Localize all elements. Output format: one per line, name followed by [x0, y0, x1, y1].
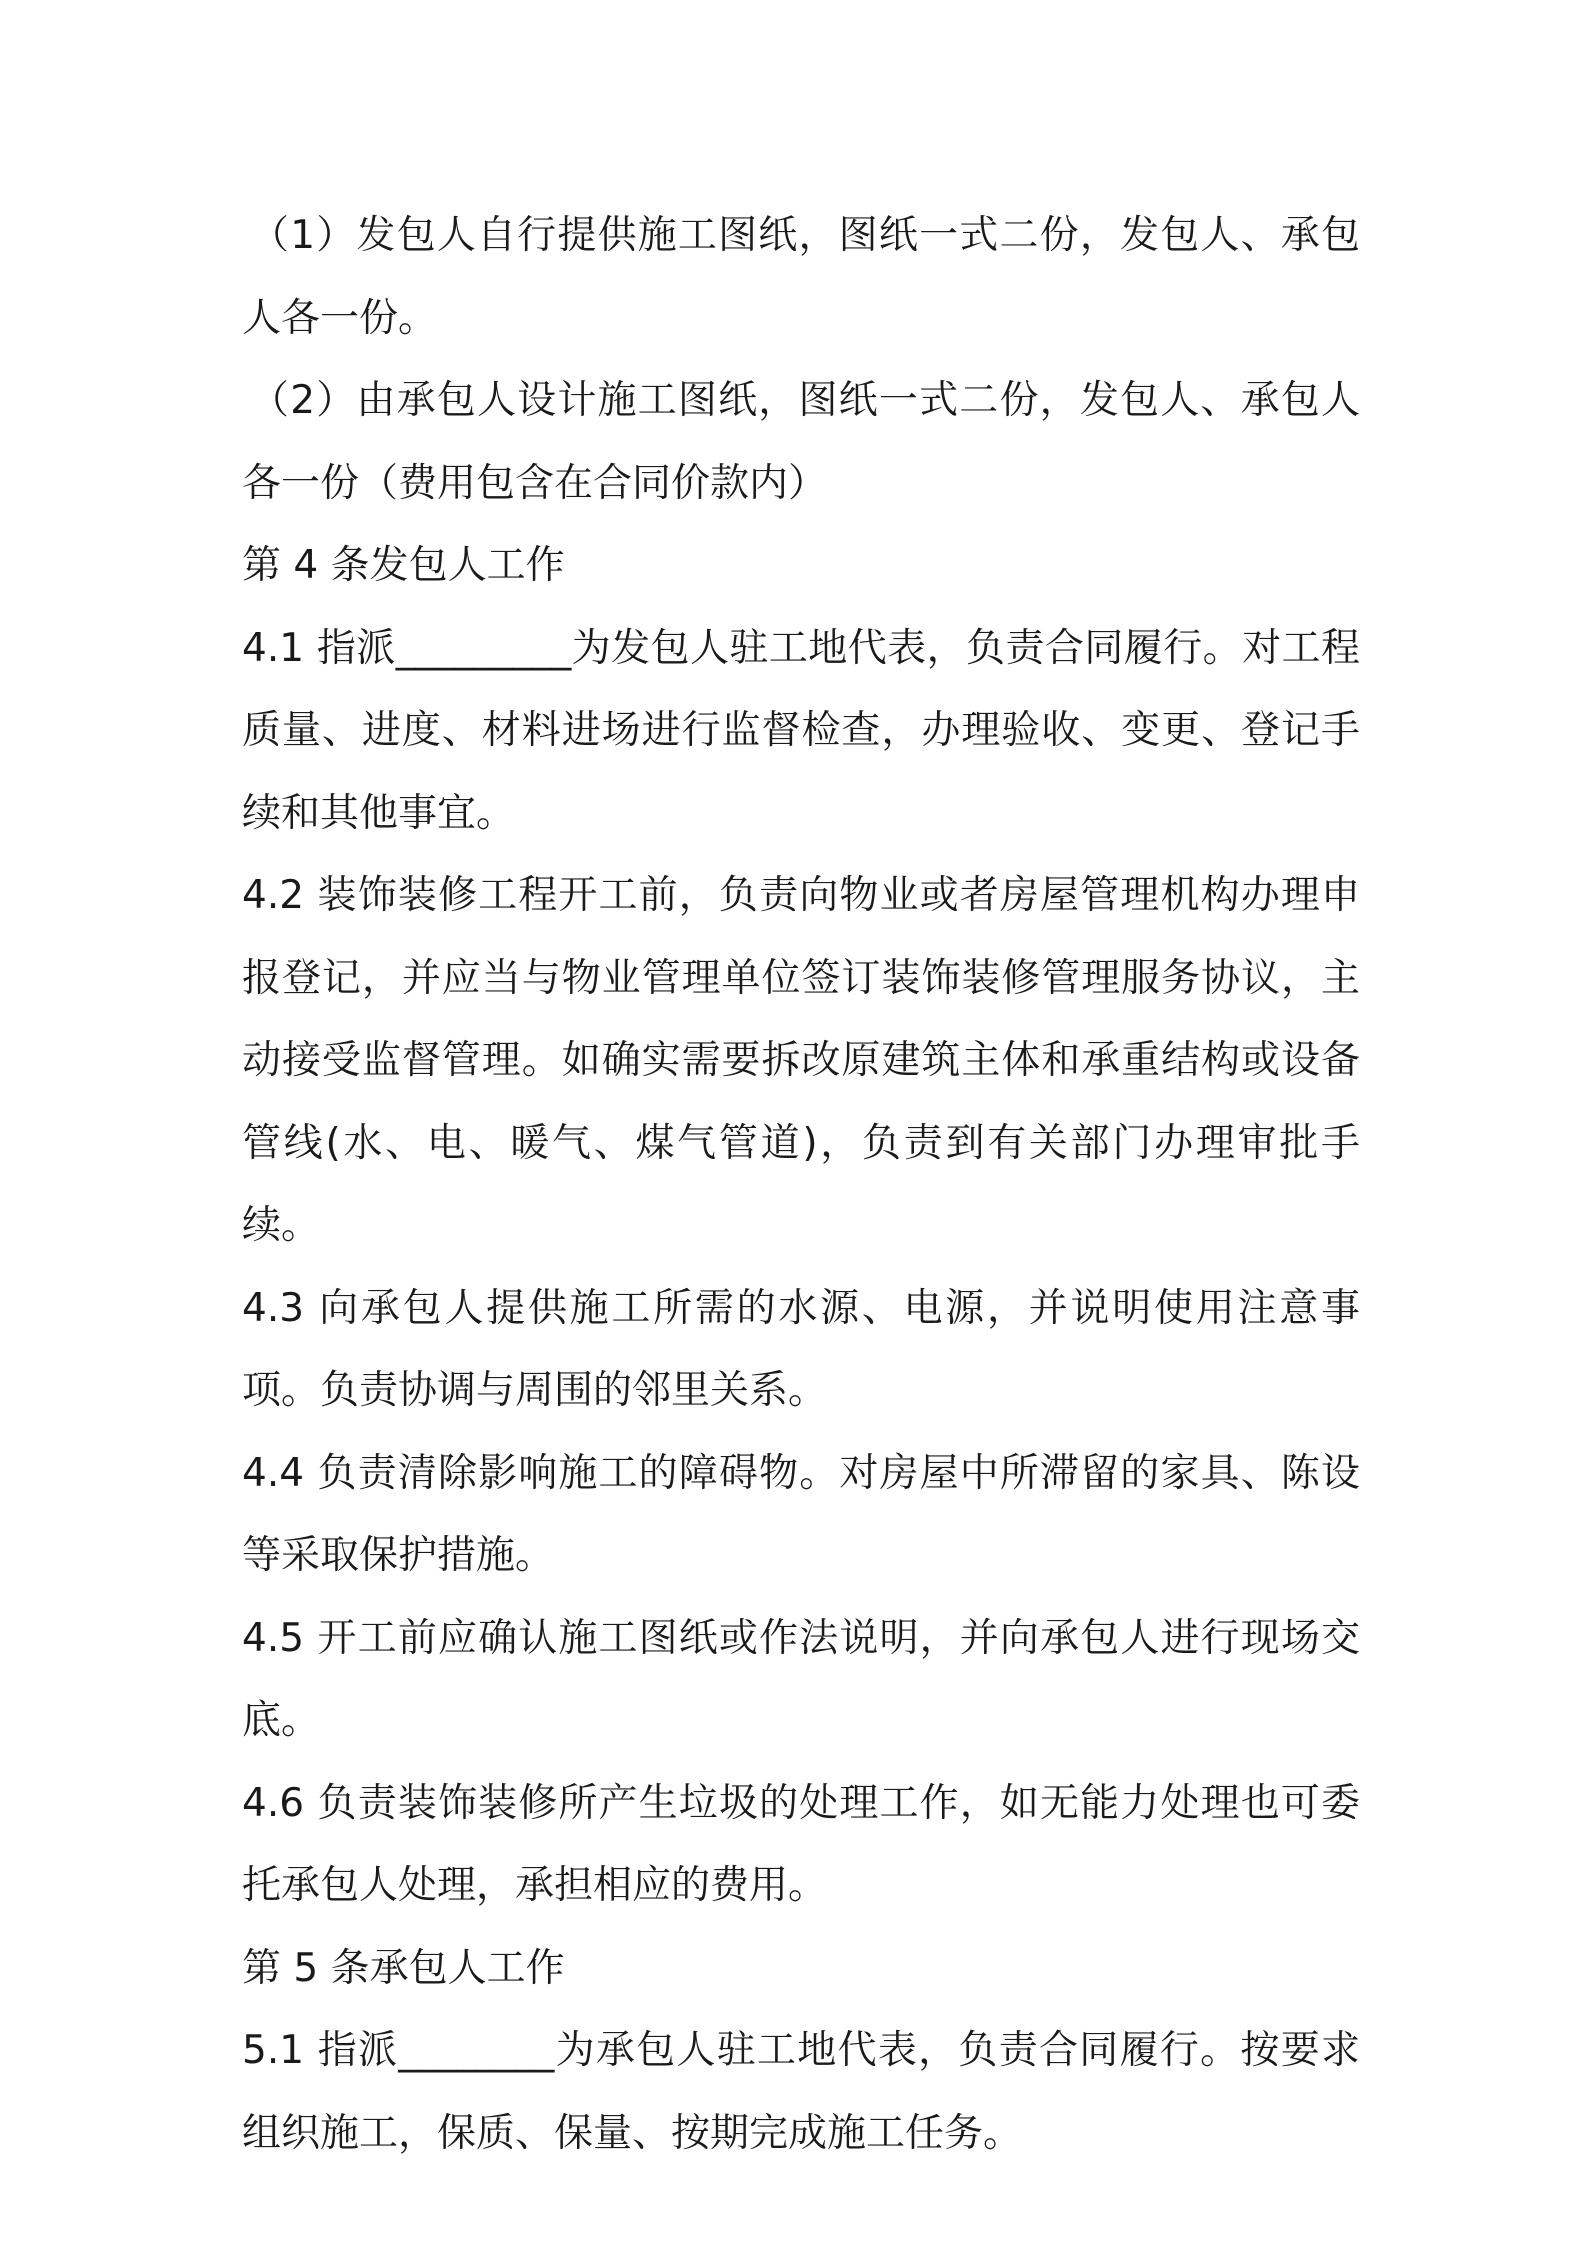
- clause-4-3: 4.3 向承包人提供施工所需的水源、电源，并说明使用注意事项。负责协调与周围的邻里关系。: [242, 1285, 1360, 1413]
- article-5-heading: 第 5 条承包人工作: [242, 1945, 565, 1991]
- document-body: [242, 195, 1360, 2175]
- clause-4-4: 4.4 负责清除影响施工的障碍物。对房屋中所滞留的家具、陈设等采取保护措施。: [242, 1450, 1360, 1578]
- clause-4-5: 4.5 开工前应确认施工图纸或作法说明，并向承包人进行现场交底。: [242, 1615, 1360, 1743]
- clause-4-1: 4.1 指派_________为发包人驻工地代表，负责合同履行。对工程质量、进度、材料进场进行监督检查，办理验收、变更、登记手续和其他事宜。: [242, 625, 1360, 836]
- paragraph-drawing-option-2: （2）由承包人设计施工图纸，图纸一式二份，发包人、承包人各一份（费用包含在合同价款内）: [242, 378, 1360, 506]
- paragraph-drawing-option-1: （1）发包人自行提供施工图纸，图纸一式二份，发包人、承包人各一份。: [242, 213, 1360, 341]
- clause-4-6: 4.6 负责装饰装修所产生垃圾的处理工作，如无能力处理也可委托承包人处理，承担相应的费用。: [242, 1780, 1360, 1908]
- clause-5-1: 5.1 指派________为承包人驻工地代表，负责合同履行。按要求组织施工，保质、保量、按期完成施工任务。: [242, 2028, 1360, 2156]
- clause-4-2: 4.2 装饰装修工程开工前，负责向物业或者房屋管理机构办理申报登记，并应当与物业管理单位签订装饰装修管理服务协议，主动接受监督管理。如确实需要拆改原建筑主体和承重结构或设备管线(水、电、暖气、煤气管道)，负责到有关部门办理审批手续。: [242, 873, 1360, 1248]
- article-4-heading: 第 4 条发包人工作: [242, 543, 565, 588]
